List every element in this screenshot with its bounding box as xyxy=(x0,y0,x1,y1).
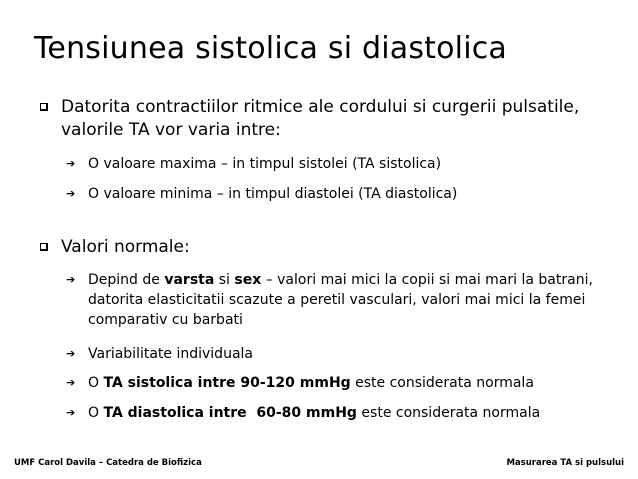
bold-term-age: varsta xyxy=(164,272,215,288)
text-run: este considerata normala xyxy=(356,405,541,421)
text-run: O xyxy=(88,375,104,391)
bold-diastolic-range: TA diastolica intre 60-80 mmHg xyxy=(103,405,357,421)
bullet-text: Valori normale: xyxy=(61,237,190,257)
sub-bullet-text: O valoare maxima – in timpul sistolei (TA sistolica) xyxy=(88,156,442,172)
text-run: si xyxy=(214,272,235,288)
sub-bullet-text xyxy=(88,373,613,393)
sub-bullet-text xyxy=(88,403,613,423)
text-run: – valori mai mici la copii si mai mari la batrani, datorita elasticitatii scazute a peretil vasculari, valori mai mici la femei comparativ cu barbati xyxy=(88,272,593,328)
sub-bullet-text xyxy=(88,270,613,330)
sub-bullet-text: O valoare minima – in timpul diastolei (TA diastolica) xyxy=(88,186,458,202)
footer-left: UMF Carol Davila – Catedra de Biofizica xyxy=(14,458,202,468)
arrow-bullet-icon: ➔ xyxy=(66,376,76,389)
slide-title: Tensiunea sistolica si diastolica xyxy=(34,31,508,66)
square-bullet-icon xyxy=(40,243,48,251)
square-bullet-icon xyxy=(40,103,48,111)
bullet-text: Datorita contractiilor ritmice ale cordului si curgerii pulsatile, valorile TA vor varia intre: xyxy=(61,97,580,140)
bold-term-sex: sex xyxy=(234,272,262,288)
sub-bullet-text: Variabilitate individuala xyxy=(88,346,253,362)
arrow-bullet-icon: ➔ xyxy=(66,273,76,286)
text-run: Depind de xyxy=(88,272,165,288)
bold-systolic-range: TA sistolica intre 90-120 mmHg xyxy=(103,375,351,391)
arrow-bullet-icon: ➔ xyxy=(66,187,76,200)
footer-right: Masurarea TA si pulsului xyxy=(506,458,624,468)
text-run: O xyxy=(88,405,104,421)
arrow-bullet-icon: ➔ xyxy=(66,157,76,170)
arrow-bullet-icon: ➔ xyxy=(66,347,76,360)
arrow-bullet-icon: ➔ xyxy=(66,406,76,419)
text-run: este considerata normala xyxy=(350,375,534,391)
